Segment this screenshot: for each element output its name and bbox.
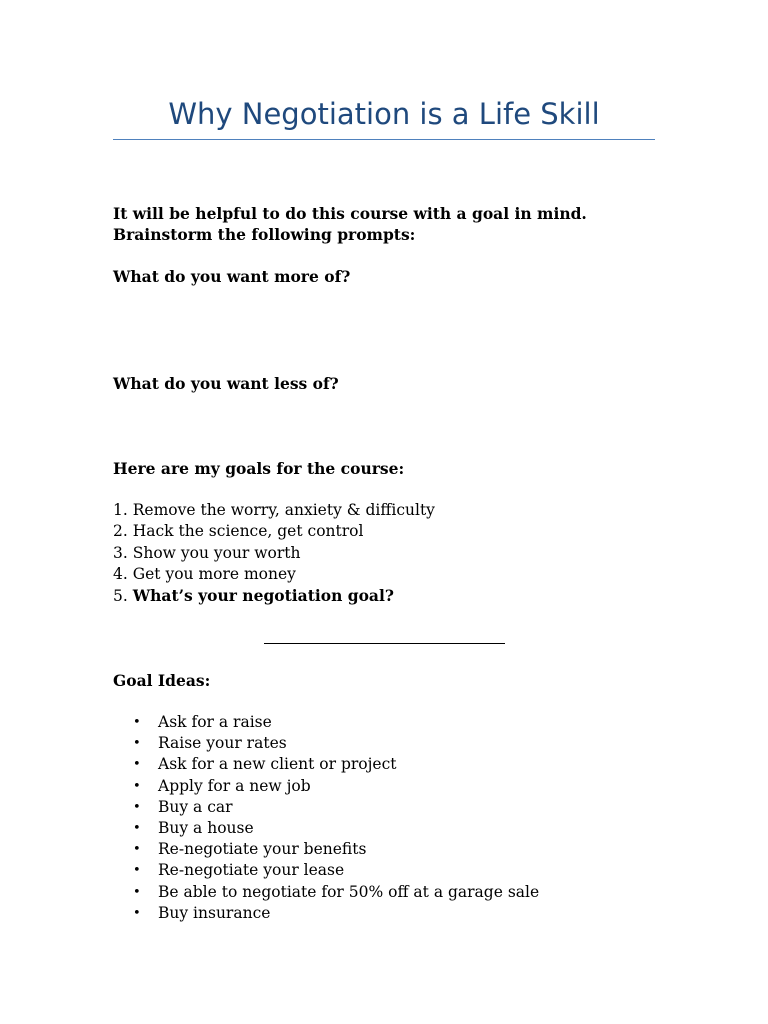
idea-text: Buy a car [158,797,233,816]
ideas-list [133,712,539,924]
bullet-icon: • [133,778,141,794]
idea-item [133,839,539,860]
goal-number: 3. [113,543,128,562]
answer-blank-line [264,643,505,644]
idea-item [133,903,539,924]
intro-text: It will be helpful to do this course with a goal in mind. Brainstorm the following prompts: [113,204,587,244]
document-title: Why Negotiation is a Life Skill [168,97,600,131]
goal-number: 1. [113,501,128,519]
prompt-more: What do you want more of? [113,267,351,286]
goal-text: Hack the science, get control [132,522,364,541]
bullet-icon: • [133,905,141,921]
bullet-icon: • [133,799,141,815]
bullet-icon: • [133,842,141,858]
idea-item [133,712,539,733]
goals-list [113,500,435,607]
goal-item [113,543,435,564]
bullet-icon: • [133,821,141,837]
idea-item [133,797,539,818]
bullet-icon: • [133,863,141,879]
goal-number: 5. [113,587,128,606]
idea-text: Raise your rates [158,734,287,753]
goal-number: 2. [113,522,128,541]
prompt-less: What do you want less of? [113,374,339,393]
idea-text: Buy insurance [158,903,271,922]
idea-text: Ask for a new client or project [158,755,397,774]
goal-number: 4. [113,564,128,583]
goal-text: Get you more money [132,564,296,583]
idea-text: Re-negotiate your lease [158,861,345,880]
title-underline [113,139,655,140]
idea-item [133,818,539,839]
idea-item [133,776,539,797]
goal-item [113,521,435,542]
idea-text: Re-negotiate your benefits [158,840,367,859]
ideas-heading: Goal Ideas: [113,671,211,690]
goal-text: What’s your negotiation goal? [132,586,394,606]
goals-heading: Here are my goals for the course: [113,459,405,478]
idea-text: Buy a house [158,819,254,838]
idea-text: Ask for a raise [158,713,272,731]
goal-item [113,564,435,585]
goal-text: Show you your worth [132,543,301,562]
idea-item [133,754,539,775]
bullet-icon: • [133,884,141,900]
idea-text: Apply for a new job [158,776,311,795]
idea-item [133,882,539,903]
bullet-icon: • [133,757,141,773]
bullet-icon: • [133,736,141,752]
goal-item [113,500,435,521]
bullet-icon: • [133,715,141,730]
goal-text: Remove the worry, anxiety & difficulty [132,501,435,519]
idea-item [133,733,539,754]
goal-item [113,585,435,607]
idea-item [133,860,539,881]
idea-text: Be able to negotiate for 50% off at a garage sale [158,882,540,901]
